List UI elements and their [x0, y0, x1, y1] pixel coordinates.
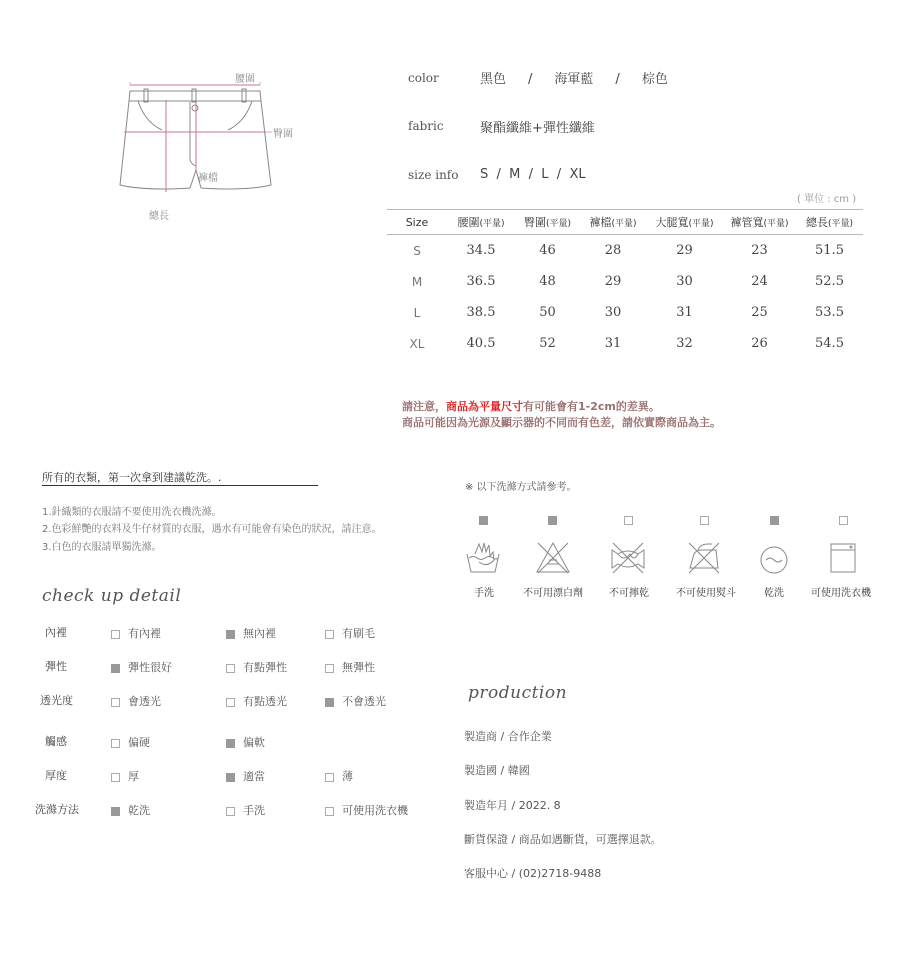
- care-title: 所有的衣類，第一次拿到建議乾洗。.: [42, 471, 222, 484]
- wash-checkbox-no-iron: [700, 516, 709, 525]
- checkbox: [111, 664, 120, 673]
- option-label: 適當: [243, 770, 265, 783]
- unit-note: ( 單位 : cm ): [797, 194, 857, 205]
- notice-line-1: 請注意，商品為平量尺寸有可能會有1-2cm的差異。: [402, 400, 660, 413]
- wash-checkbox-no-bleach: [548, 516, 557, 525]
- production-guarantee: 斷貨保證 / 商品如遇斷貨，可選擇退款。: [464, 833, 662, 846]
- detail-row-label: 彈性: [45, 660, 67, 673]
- wash-label-no-iron: 不可使用熨斗: [676, 588, 736, 599]
- checkbox: [111, 739, 120, 748]
- option-label: 可使用洗衣機: [342, 804, 408, 817]
- detail-row-label: 厚度: [45, 769, 67, 782]
- production-service: 客服中心 / (02)2718-9488: [464, 867, 602, 880]
- option-label: 手洗: [243, 804, 265, 817]
- no-bleach-icon: [535, 540, 571, 576]
- production-date: 製造年月 / 2022. 8: [464, 799, 561, 812]
- option-label: 乾洗: [128, 804, 150, 817]
- color-values: 黑色 / 海軍藍 / 棕色: [480, 72, 668, 87]
- washing-machine-icon: [825, 540, 861, 576]
- color-label: color: [408, 71, 439, 85]
- table-row: L 38.5 50 30 31 25 53.5: [413, 305, 844, 320]
- option-thickness-thin: [325, 768, 353, 784]
- option-label: 不會透光: [342, 695, 386, 708]
- checkbox: [111, 698, 120, 707]
- option-label: 偏軟: [243, 736, 265, 749]
- header-hem: 褲管寬(平量): [730, 216, 789, 229]
- header-size: Size: [405, 215, 429, 229]
- checkbox: [325, 664, 334, 673]
- production-country: 製造國 / 韓國: [464, 764, 530, 777]
- care-tip-3: 3.白色的衣服請單獨洗滌。: [42, 542, 162, 553]
- option-sheer: [111, 693, 161, 709]
- option-thickness-thick: [111, 768, 139, 784]
- size-table-header: [387, 210, 863, 235]
- option-no-lining: [226, 625, 276, 641]
- checkbox: [325, 773, 334, 782]
- wash-label-no-wring: 不可擰乾: [609, 588, 649, 599]
- option-not-sheer: [325, 693, 386, 709]
- shorts-diagram: [110, 60, 310, 230]
- option-label: 有內裡: [128, 627, 161, 640]
- no-iron-icon: [686, 540, 722, 576]
- checkbox: [226, 698, 235, 707]
- option-label: 有刷毛: [342, 627, 375, 640]
- option-label: 厚: [128, 770, 139, 783]
- care-title-underline: [42, 485, 318, 486]
- option-stretch-some: [226, 659, 287, 675]
- checkbox: [111, 807, 120, 816]
- fabric-label: fabric: [408, 119, 444, 133]
- checkbox: [325, 630, 334, 639]
- checkbox: [226, 739, 235, 748]
- hand-wash-icon: [465, 540, 501, 576]
- option-label: 有點彈性: [243, 661, 287, 674]
- fabric-value: 聚酯纖維+彈性纖維: [480, 121, 595, 136]
- wash-checkbox-washing-machine: [839, 516, 848, 525]
- detail-row-label: 內裡: [45, 626, 67, 639]
- wash-note: ※ 以下洗滌方式請參考。: [465, 482, 577, 493]
- option-wash-machine: [325, 802, 408, 818]
- checkbox: [111, 773, 120, 782]
- size-table: [387, 209, 863, 359]
- no-wring-icon: [610, 540, 646, 576]
- header-waist: 腰圍(平量): [457, 216, 505, 229]
- color-navy: 海軍藍: [554, 72, 594, 87]
- table-row: XL 40.5 52 31 32 26 54.5: [409, 336, 844, 351]
- detail-row-label: 洗滌方法: [35, 803, 79, 816]
- checkbox: [111, 630, 120, 639]
- header-rise: 褲檔(平量): [589, 216, 637, 229]
- care-tip-2: 2.色彩鮮艷的衣料及牛仔材質的衣服，遇水有可能會有染色的狀況，請注意。: [42, 524, 382, 535]
- color-black: 黑色: [480, 72, 507, 87]
- wash-label-no-bleach: 不可用漂白劑: [523, 588, 583, 599]
- option-label: 無內裡: [243, 627, 276, 640]
- size-info-value: S / M / L / XL: [480, 167, 586, 182]
- notice-line-2: 商品可能因為光源及顯示器的不同而有色差，請依實際商品為主。: [402, 416, 721, 429]
- option-wash-hand: [226, 802, 265, 818]
- option-wash-dry-clean: [111, 802, 150, 818]
- wash-checkbox-hand-wash: [479, 516, 488, 525]
- wash-checkbox-no-wring: [624, 516, 633, 525]
- option-has-fleece: [325, 625, 375, 641]
- header-hip: 臀圍(平量): [523, 216, 572, 229]
- option-thickness-medium: [226, 768, 265, 784]
- production-maker: 製造商 / 合作企業: [464, 730, 552, 743]
- dry-clean-icon: [756, 540, 792, 576]
- wash-label-washing-machine: 可使用洗衣機: [811, 588, 871, 599]
- checkbox: [226, 664, 235, 673]
- option-label: 彈性很好: [128, 661, 172, 674]
- length-label: 總長: [149, 211, 169, 222]
- table-row: M 36.5 48 29 30 24 52.5: [411, 274, 844, 289]
- option-feel-firm: [111, 734, 150, 750]
- option-semi-sheer: [226, 693, 287, 709]
- table-row: S 34.5 46 28 29 23 51.5: [413, 243, 844, 258]
- rise-label: 褲檔: [198, 173, 218, 184]
- detail-heading: check up detail: [42, 586, 182, 606]
- checkbox: [325, 698, 334, 707]
- option-label: 有點透光: [243, 695, 287, 708]
- production-heading: production: [468, 683, 568, 703]
- option-label: 偏硬: [128, 736, 150, 749]
- checkbox: [325, 807, 334, 816]
- waist-label: 腰圍: [235, 74, 255, 85]
- option-stretch-good: [111, 659, 172, 675]
- checkbox: [226, 773, 235, 782]
- checkbox: [226, 807, 235, 816]
- detail-row-label: 觸感: [45, 735, 67, 748]
- option-stretch-none: [325, 659, 375, 675]
- header-length: 總長(平量): [805, 216, 854, 229]
- checkbox: [226, 630, 235, 639]
- option-label: 會透光: [128, 695, 161, 708]
- hip-label: 臀圍: [273, 129, 293, 140]
- detail-row-label: 透光度: [40, 694, 73, 707]
- wash-label-hand-wash: 手洗: [474, 588, 494, 599]
- wash-label-dry-clean: 乾洗: [764, 588, 784, 599]
- header-thigh: 大腿寬(平量): [655, 216, 714, 229]
- option-label: 無彈性: [342, 661, 375, 674]
- color-brown: 棕色: [641, 72, 668, 87]
- shorts-illustration: [110, 60, 310, 230]
- wash-checkbox-dry-clean: [770, 516, 779, 525]
- option-has-lining: [111, 625, 161, 641]
- care-tip-1: 1.針織類的衣服請不要使用洗衣機洗滌。: [42, 507, 222, 518]
- size-info-label: size info: [408, 168, 459, 182]
- option-feel-soft: [226, 734, 265, 750]
- option-label: 薄: [342, 770, 353, 783]
